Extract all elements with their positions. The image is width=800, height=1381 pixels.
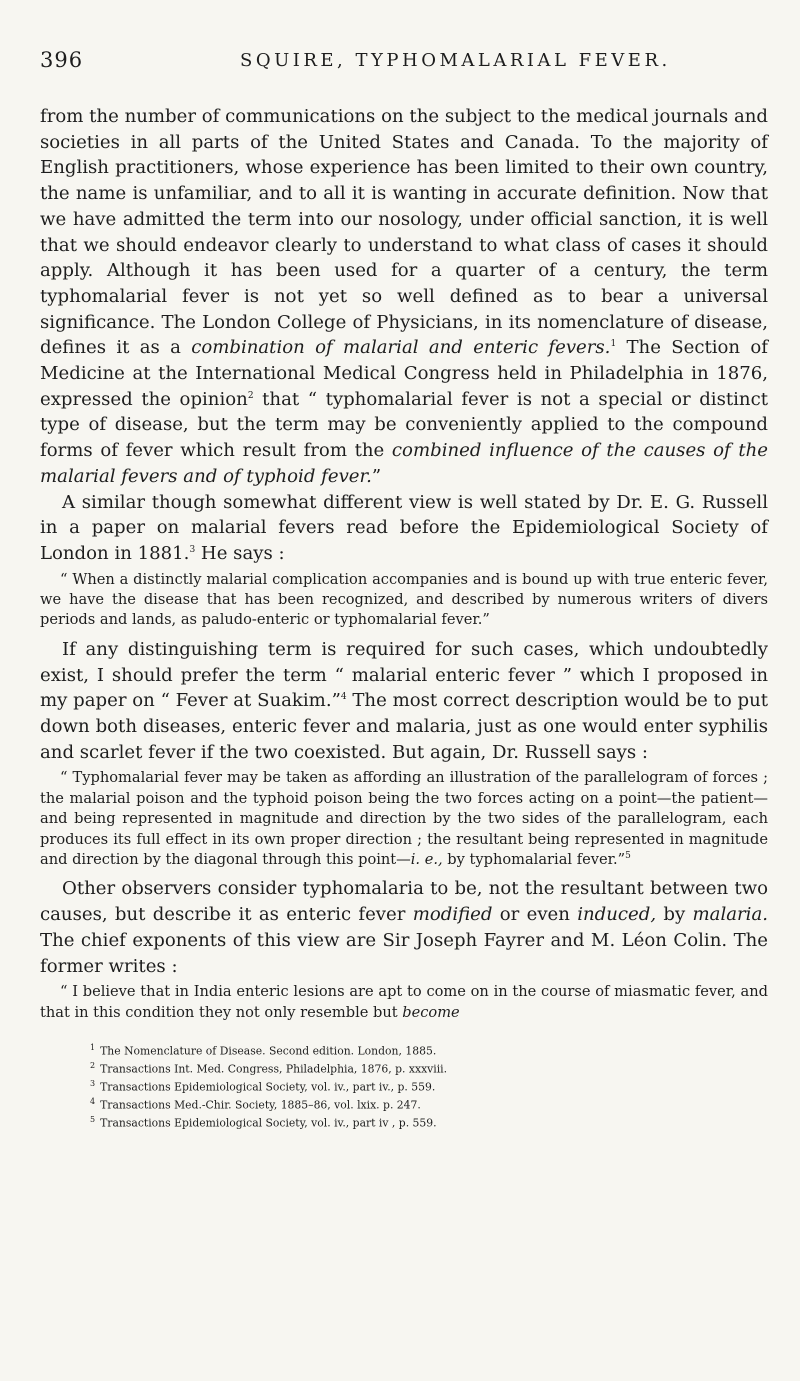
paragraph-4-emphasis-malaria: malaria. (692, 904, 768, 926)
paragraph-1 (40, 104, 768, 490)
block-quote-2 (40, 768, 768, 870)
paragraph-1-text: from the number of communications on the subject to the medical journals and societies in all parts of the United States and Canada. To the majority of English practitioners, whose experience has been limited to their own country, the name is unfamiliar, and to all it is wanting in accurate definition. Now that we have admitted the term into our nosology, under official sanction, it is well that we should endeavor clearly to understand to what class of cases it should apply. Although it has been used for a quarter of a century, the term typhomalarial fever is not yet so well defined as to bear a universal significance. The London College of Physicians, in its nomenclature of disease, defines it as a (40, 106, 768, 359)
footnote-5 (90, 1113, 768, 1131)
paragraph-1-emphasis: combination of malarial and enteric fevers. (191, 337, 611, 359)
paragraph-1-text-b: The Section of Medicine at the International Medical Congress held in Philadelphia in 1876, expressed the opinion (40, 337, 768, 410)
footnote-1 (90, 1041, 768, 1059)
footnote-3 (90, 1077, 768, 1095)
paragraph-1-close-quote: ” (371, 465, 382, 487)
block-quote-3 (40, 982, 768, 1023)
footnote-number: 4 (90, 1097, 96, 1107)
footnote-number: 3 (90, 1079, 96, 1089)
paragraph-1-text-c: that “ typhomalarial fever is not a special or distinct type of disease, but the term may be conveniently applied to the compound forms of fever which result from the (40, 388, 768, 462)
paragraph-4 (40, 876, 768, 979)
running-head: SQUIRE, TYPHOMALARIAL FEVER. (240, 50, 671, 71)
page (40, 48, 768, 1131)
footnote-text: Transactions Med.-Chir. Society, 1885–86, vol. lxix. p. 247. (100, 1098, 421, 1112)
footnote-number: 2 (90, 1061, 96, 1071)
footnote-text: Transactions Epidemiological Society, vol. iv., part iv , p. 559. (100, 1116, 437, 1130)
paragraph-4-text-c: by (656, 904, 693, 926)
block-quote-3-emphasis: become (402, 1003, 460, 1021)
footnote-2 (90, 1059, 768, 1077)
paragraph-4-emphasis-induced: induced, (577, 904, 657, 926)
footnote-4 (90, 1095, 768, 1113)
block-quote-3-text: “ I believe that in India enteric lesions are apt to come on in the course of miasmatic fever, and that in this condition they not only resemble but (40, 983, 768, 1021)
page-number: 396 (40, 48, 84, 72)
paragraph-2-text: A similar though somewhat different view is well stated by Dr. E. G. Russell in a paper on malarial fevers read before the Epidemiological Society of London in 1881. (40, 491, 768, 564)
block-quote-2-emphasis: i. e., (410, 851, 443, 869)
footnote-ref-2: 2 (247, 390, 254, 401)
paragraph-3-text: If any distinguishing term is required for such cases, which undoubtedly exist, I should prefer the term “ malarial enteric fever ” which I proposed in my paper on “ Fever at Suakim.” (40, 638, 768, 712)
block-quote-1: “ When a distinctly malarial complication accompanies and is bound up with true enteric fever, we have the disease that has been recognized, and described by numerous writers of divers periods and lands, as paludo-enteric or typhomalarial fever.” (40, 570, 768, 629)
footnote-ref-1: 1 (610, 339, 617, 350)
footnote-ref-3: 3 (189, 544, 196, 555)
paragraph-3-end: The most correct description would be to put down both diseases, enteric fever and malaria, just as one would enter syphilis and scarlet fever if the two coexisted. But again, Dr. Russell says : (40, 690, 769, 763)
paragraph-4-text: Other observers consider typhomalaria to be, not the resultant between two causes, but describe it as enteric fever (40, 878, 768, 926)
paragraph-4-text-d: The chief exponents of this view are Sir Joseph Fayrer and M. Léon Colin. The former writes : (40, 929, 768, 977)
footnote-text: Transactions Epidemiological Society, vol. iv., part iv., p. 559. (100, 1080, 436, 1094)
footnote-text: The Nomenclature of Disease. Second edition. London, 1885. (100, 1044, 437, 1058)
block-quote-2-end: by typhomalarial fever.” (442, 851, 626, 869)
footnote-ref-4: 4 (340, 692, 347, 703)
body-text (40, 104, 768, 1023)
footnote-ref-5: 5 (625, 851, 631, 862)
paragraph-2-end: He says : (195, 542, 285, 564)
paragraph-4-emphasis-modified: modified (412, 904, 493, 926)
footnote-number: 1 (90, 1043, 96, 1053)
block-quote-2-text: “ Typhomalarial fever may be taken as affording an illustration of the parallelogram of forces ; the malarial poison and the typhoid poison being the two forces acting on a point—the patient—and being represented in magnitude and direction by the two sides of the parallelogram, each produces its full effect in its own proper direction ; the resultant being represented in magnitude and direction by the diagonal through this point— (40, 769, 768, 869)
footnote-number: 5 (90, 1115, 96, 1125)
footnote-text: Transactions Int. Med. Congress, Philadelphia, 1876, p. xxxviii. (100, 1062, 448, 1076)
paragraph-3 (40, 637, 768, 766)
paragraph-1-emphasis-2: combined influence of the causes of the malarial fevers and of typhoid fever. (40, 440, 768, 487)
paragraph-4-text-b: or even (492, 904, 578, 926)
page-header (40, 48, 768, 88)
paragraph-2 (40, 490, 768, 567)
footnotes (40, 1041, 768, 1131)
